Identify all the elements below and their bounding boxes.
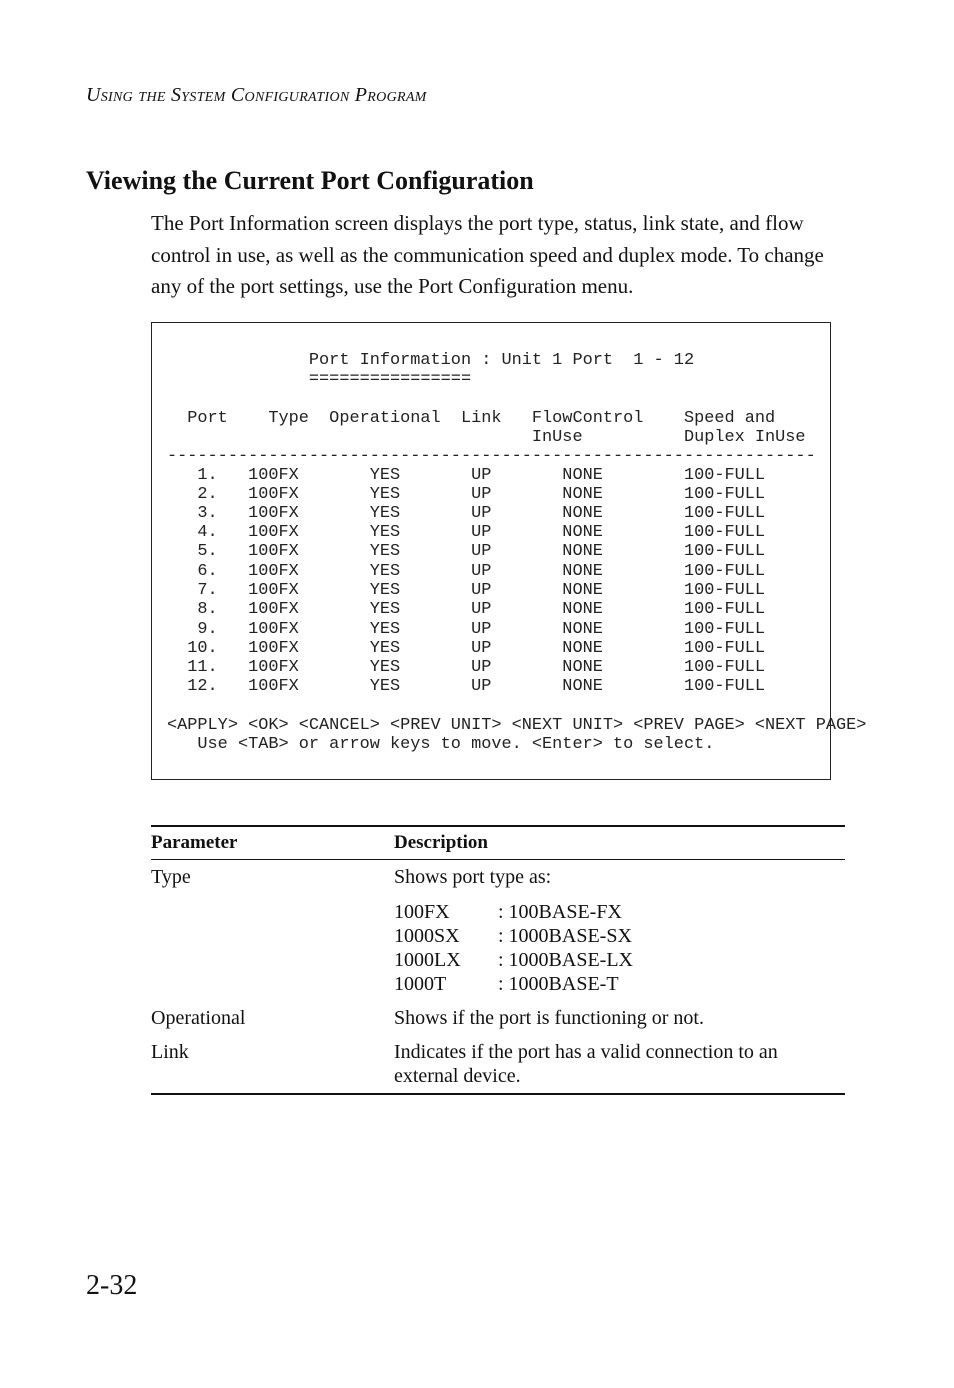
type-code-value: : 100BASE-FX	[498, 901, 622, 923]
page-number: 2-32	[86, 1270, 138, 1301]
column-header-row-2: InUse Duplex InUse	[167, 428, 806, 447]
port-row: 9. 100FX YES UP NONE 100-FULL	[167, 620, 766, 639]
parameter-table	[151, 825, 845, 1095]
type-code-row	[394, 900, 845, 924]
type-code: 100FX	[394, 901, 450, 923]
table-header	[151, 827, 845, 859]
screen-title: Port Information : Unit 1 Port 1 - 12	[167, 351, 695, 370]
screen-actions[interactable]: <APPLY> <OK> <CANCEL> <PREV UNIT> <NEXT UNIT> <PREV PAGE> <NEXT PAGE>	[167, 716, 867, 735]
param-name: Type	[151, 866, 191, 888]
port-row: 7. 100FX YES UP NONE 100-FULL	[167, 581, 766, 600]
port-row: 1. 100FX YES UP NONE 100-FULL	[167, 466, 766, 485]
port-row: 12. 100FX YES UP NONE 100-FULL	[167, 677, 766, 696]
section-title: Viewing the Current Port Configuration	[86, 166, 534, 195]
port-row: 11. 100FX YES UP NONE 100-FULL	[167, 658, 766, 677]
table-row-link	[151, 1040, 845, 1088]
port-row: 8. 100FX YES UP NONE 100-FULL	[167, 600, 766, 619]
param-desc-continued: external device.	[394, 1065, 521, 1087]
port-row: 6. 100FX YES UP NONE 100-FULL	[167, 562, 766, 581]
running-head: Using the System Configuration Program	[86, 84, 427, 106]
port-row: 2. 100FX YES UP NONE 100-FULL	[167, 485, 766, 504]
column-header-row: Port Type Operational Link FlowControl Speed and	[167, 409, 776, 428]
header-description: Description	[394, 832, 488, 853]
port-information-screen	[151, 322, 867, 780]
param-name: Operational	[151, 1007, 246, 1029]
type-code-row	[394, 924, 845, 948]
port-row: 10. 100FX YES UP NONE 100-FULL	[167, 639, 766, 658]
port-row: 5. 100FX YES UP NONE 100-FULL	[167, 542, 766, 561]
table-row-type	[151, 865, 845, 996]
type-code-value: : 1000BASE-LX	[498, 949, 633, 971]
type-code-value: : 1000BASE-SX	[498, 925, 632, 947]
param-desc: Shows if the port is functioning or not.	[394, 1007, 704, 1029]
type-code: 1000SX	[394, 925, 460, 947]
param-name: Link	[151, 1041, 189, 1063]
type-code-row	[394, 948, 845, 972]
table-row-operational	[151, 1006, 845, 1030]
type-code: 1000T	[394, 973, 447, 995]
param-desc: Indicates if the port has a valid connection to an	[394, 1041, 778, 1063]
port-row: 4. 100FX YES UP NONE 100-FULL	[167, 523, 766, 542]
screen-title-underline: ================	[167, 370, 472, 389]
type-code-value: : 1000BASE-T	[498, 973, 619, 995]
header-separator: ----------------------------------------------------------------	[167, 447, 816, 466]
type-code-row	[394, 972, 845, 996]
type-code: 1000LX	[394, 949, 461, 971]
screen-help-text: Use <TAB> or arrow keys to move. <Enter> to select.	[167, 735, 715, 754]
param-desc: Shows port type as:	[394, 866, 552, 888]
intro-paragraph: The Port Information screen displays the port type, status, link state, and flow control in use, as well as the communication speed and duplex mode. To change any of the port settings, use the Port Configuration menu.	[151, 211, 824, 298]
table-bottom-rule	[151, 1093, 845, 1095]
port-row: 3. 100FX YES UP NONE 100-FULL	[167, 504, 766, 523]
header-parameter: Parameter	[151, 832, 238, 853]
